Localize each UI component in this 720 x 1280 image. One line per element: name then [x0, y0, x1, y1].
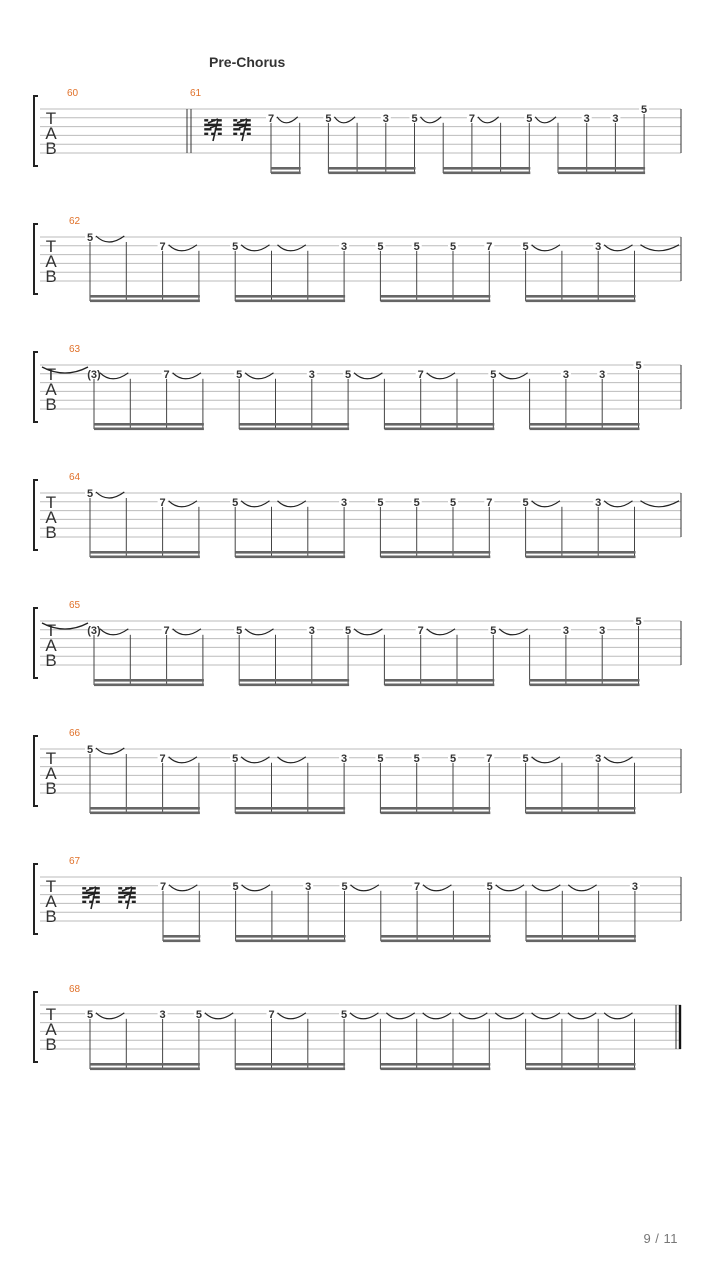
tab-clef-letter: A [45, 124, 57, 143]
system-7-bracket [34, 864, 38, 934]
beam-primary [526, 935, 636, 938]
tab-clef-letter: B [45, 1035, 57, 1054]
fret-number: 7 [417, 368, 424, 381]
fret-number: 5 [86, 744, 94, 756]
tab-clef-letter: A [45, 380, 57, 399]
tab-clef-letter: A [45, 892, 57, 911]
measure-number: 64 [69, 472, 81, 483]
tab-clef-letter: B [45, 139, 57, 158]
fret-number: 3 [341, 496, 348, 509]
fret-number: 7 [414, 880, 421, 893]
fret-number: 5 [635, 360, 642, 372]
beam-primary [380, 807, 490, 810]
fret-number: 3 [599, 368, 606, 381]
beam-secondary [328, 172, 415, 175]
fret-number: 7 [159, 880, 167, 893]
fret-number: 7 [468, 112, 475, 125]
tab-clef-letter: B [45, 267, 57, 286]
fret-number: 3 [308, 368, 315, 381]
fret-number: 5 [195, 1008, 202, 1021]
fret-number: 7 [159, 496, 166, 509]
beam-secondary [94, 428, 204, 431]
beam-secondary [90, 556, 200, 559]
fret-number: 5 [232, 240, 239, 253]
beam-primary [271, 167, 301, 170]
measure-number: 68 [69, 984, 81, 995]
tab-clef-letter: A [45, 1020, 57, 1039]
fret-number: 5 [641, 104, 648, 116]
beam-primary [90, 551, 200, 554]
beam-secondary [526, 556, 636, 559]
tab-clef-letter: T [45, 749, 57, 768]
beam-secondary [443, 172, 530, 175]
beam-primary [90, 807, 200, 810]
beam-secondary [239, 684, 349, 687]
beam-secondary [94, 684, 204, 687]
beam-secondary [380, 556, 490, 559]
fret-number: 5 [522, 752, 529, 765]
fret-number: 5 [345, 624, 352, 637]
beam-primary [526, 807, 636, 810]
fret-number: 3 [341, 240, 348, 253]
fret-number: 3 [341, 752, 348, 765]
sixteenth-rest-icon: 𝍁 [231, 113, 253, 141]
beam-secondary [381, 940, 491, 943]
fret-number: 7 [417, 624, 424, 637]
fret-number: 5 [236, 368, 243, 381]
fret-number: 5 [449, 240, 457, 253]
tab-clef-letter: A [45, 508, 57, 527]
beam-primary [235, 1063, 345, 1066]
fret-number: 5 [413, 240, 420, 253]
tab-clef-letter: A [45, 764, 57, 783]
beam-secondary [90, 812, 200, 815]
fret-number: 3 [562, 624, 569, 637]
fret-number: 5 [341, 880, 348, 893]
beam-secondary [384, 684, 494, 687]
fret-number: 3 [595, 496, 602, 509]
fret-number: 5 [449, 496, 457, 509]
measure-number: 67 [69, 856, 81, 867]
measure-number: 60 [67, 88, 79, 99]
beam-secondary [236, 940, 346, 943]
beam-secondary [235, 556, 345, 559]
beam-primary [384, 679, 494, 682]
fret-number: 7 [486, 496, 493, 509]
beam-secondary [90, 300, 200, 303]
fret-number: 7 [159, 240, 166, 253]
fret-number: 5 [413, 496, 420, 509]
system-5-bracket [34, 608, 38, 678]
beam-primary [526, 1063, 636, 1066]
fret-number: 3 [599, 624, 606, 637]
fret-number: 3 [382, 112, 389, 125]
beam-secondary [235, 812, 345, 815]
beam-secondary [558, 172, 645, 175]
sixteenth-rest-icon: 𝍁 [202, 113, 224, 141]
fret-number: 5 [232, 880, 239, 893]
fret-number: 7 [486, 752, 493, 765]
fret-number: 7 [267, 112, 275, 125]
tab-clef-letter: T [45, 1005, 57, 1024]
beam-primary [328, 167, 415, 170]
tab-clef-letter: T [45, 877, 57, 896]
fret-number: (3) [87, 368, 101, 381]
system-4-bracket [34, 480, 38, 550]
beam-primary [380, 551, 490, 554]
fret-number: 3 [305, 880, 312, 893]
tab-clef-letter: B [45, 523, 57, 542]
fret-number: 3 [612, 112, 619, 125]
fret-number: 5 [377, 496, 384, 509]
fret-number: 5 [486, 880, 493, 893]
fret-number: 5 [232, 496, 239, 509]
fret-number: 5 [522, 496, 529, 509]
sixteenth-rest-icon: 𝍁 [116, 881, 138, 909]
beam-secondary [526, 1068, 636, 1071]
tab-clef-letter: A [45, 252, 57, 271]
beam-secondary [235, 300, 345, 303]
beam-primary [235, 807, 345, 810]
beam-primary [235, 551, 345, 554]
system-1-bracket [34, 96, 38, 166]
tab-clef-letter: T [45, 493, 57, 512]
fret-number: 5 [86, 488, 94, 500]
beam-primary [530, 679, 640, 682]
fret-number: 5 [635, 616, 642, 628]
fret-number: 3 [159, 1008, 166, 1021]
beam-secondary [90, 1068, 200, 1071]
beam-secondary [380, 812, 490, 815]
system-8-bracket [34, 992, 38, 1062]
beam-primary [380, 1063, 490, 1066]
beam-primary [235, 295, 345, 298]
fret-number: 5 [526, 112, 533, 125]
fret-number: 7 [486, 240, 493, 253]
system-3-bracket [34, 352, 38, 422]
beam-primary [90, 295, 200, 298]
system-6-bracket [34, 736, 38, 806]
fret-number: 5 [345, 368, 352, 381]
beam-secondary [384, 428, 494, 431]
fret-number: 5 [325, 112, 332, 125]
beam-primary [558, 167, 645, 170]
beam-primary [163, 935, 200, 938]
fret-number: 3 [308, 624, 315, 637]
measure-number: 65 [69, 600, 81, 611]
beam-primary [530, 423, 640, 426]
section-title: Pre-Chorus [209, 54, 286, 70]
fret-number: 7 [163, 368, 170, 381]
tab-clef-letter: T [45, 237, 57, 256]
tab-clef-letter: T [45, 365, 57, 384]
fret-number: 5 [232, 752, 239, 765]
fret-number: 3 [631, 880, 638, 893]
measure-number: 62 [69, 216, 81, 227]
beam-primary [239, 679, 349, 682]
tab-clef-letter: T [45, 621, 57, 640]
measure-number: 63 [69, 344, 81, 355]
tab-clef-letter: T [45, 109, 57, 128]
beam-secondary [235, 1068, 345, 1071]
fret-number: 7 [159, 752, 166, 765]
page-indicator: 9 / 11 [643, 1231, 678, 1246]
fret-number: 5 [86, 232, 94, 244]
beam-primary [381, 935, 491, 938]
tab-clef-letter: B [45, 779, 57, 798]
tab-clef-letter: B [45, 395, 57, 414]
beam-primary [526, 551, 636, 554]
tab-clef-letter: A [45, 636, 57, 655]
fret-number: 7 [163, 624, 170, 637]
fret-number: 3 [583, 112, 590, 125]
beam-secondary [380, 300, 490, 303]
fret-number: 5 [236, 624, 243, 637]
fret-number: 3 [595, 240, 602, 253]
beam-secondary [526, 940, 636, 943]
tab-clef-letter: B [45, 651, 57, 670]
measure-number: 66 [69, 728, 81, 739]
beam-primary [443, 167, 530, 170]
fret-number: 5 [377, 752, 384, 765]
beam-secondary [380, 1068, 490, 1071]
fret-number: 5 [341, 1008, 348, 1021]
fret-number: 5 [413, 752, 420, 765]
fret-number: 3 [595, 752, 602, 765]
beam-primary [236, 935, 346, 938]
beam-primary [94, 423, 204, 426]
beam-secondary [526, 812, 636, 815]
beam-primary [94, 679, 204, 682]
tab-clef-letter: B [45, 907, 57, 926]
measure-number: 61 [190, 88, 202, 99]
fret-number: 5 [411, 112, 418, 125]
fret-number: 5 [490, 368, 497, 381]
beam-secondary [530, 684, 640, 687]
beam-secondary [526, 300, 636, 303]
beam-primary [384, 423, 494, 426]
beam-secondary [530, 428, 640, 431]
beam-secondary [271, 172, 301, 175]
fret-number: 5 [490, 624, 497, 637]
fret-number: 5 [86, 1008, 94, 1021]
fret-number: 5 [449, 752, 457, 765]
fret-number: 3 [562, 368, 569, 381]
system-2-bracket [34, 224, 38, 294]
beam-secondary [163, 940, 200, 943]
beam-primary [90, 1063, 200, 1066]
beam-primary [239, 423, 349, 426]
beam-primary [380, 295, 490, 298]
fret-number: 5 [377, 240, 384, 253]
sixteenth-rest-icon: 𝍁 [80, 881, 102, 909]
fret-number: 5 [522, 240, 529, 253]
beam-secondary [239, 428, 349, 431]
fret-number: (3) [87, 624, 101, 637]
beam-primary [526, 295, 636, 298]
fret-number: 7 [268, 1008, 275, 1021]
